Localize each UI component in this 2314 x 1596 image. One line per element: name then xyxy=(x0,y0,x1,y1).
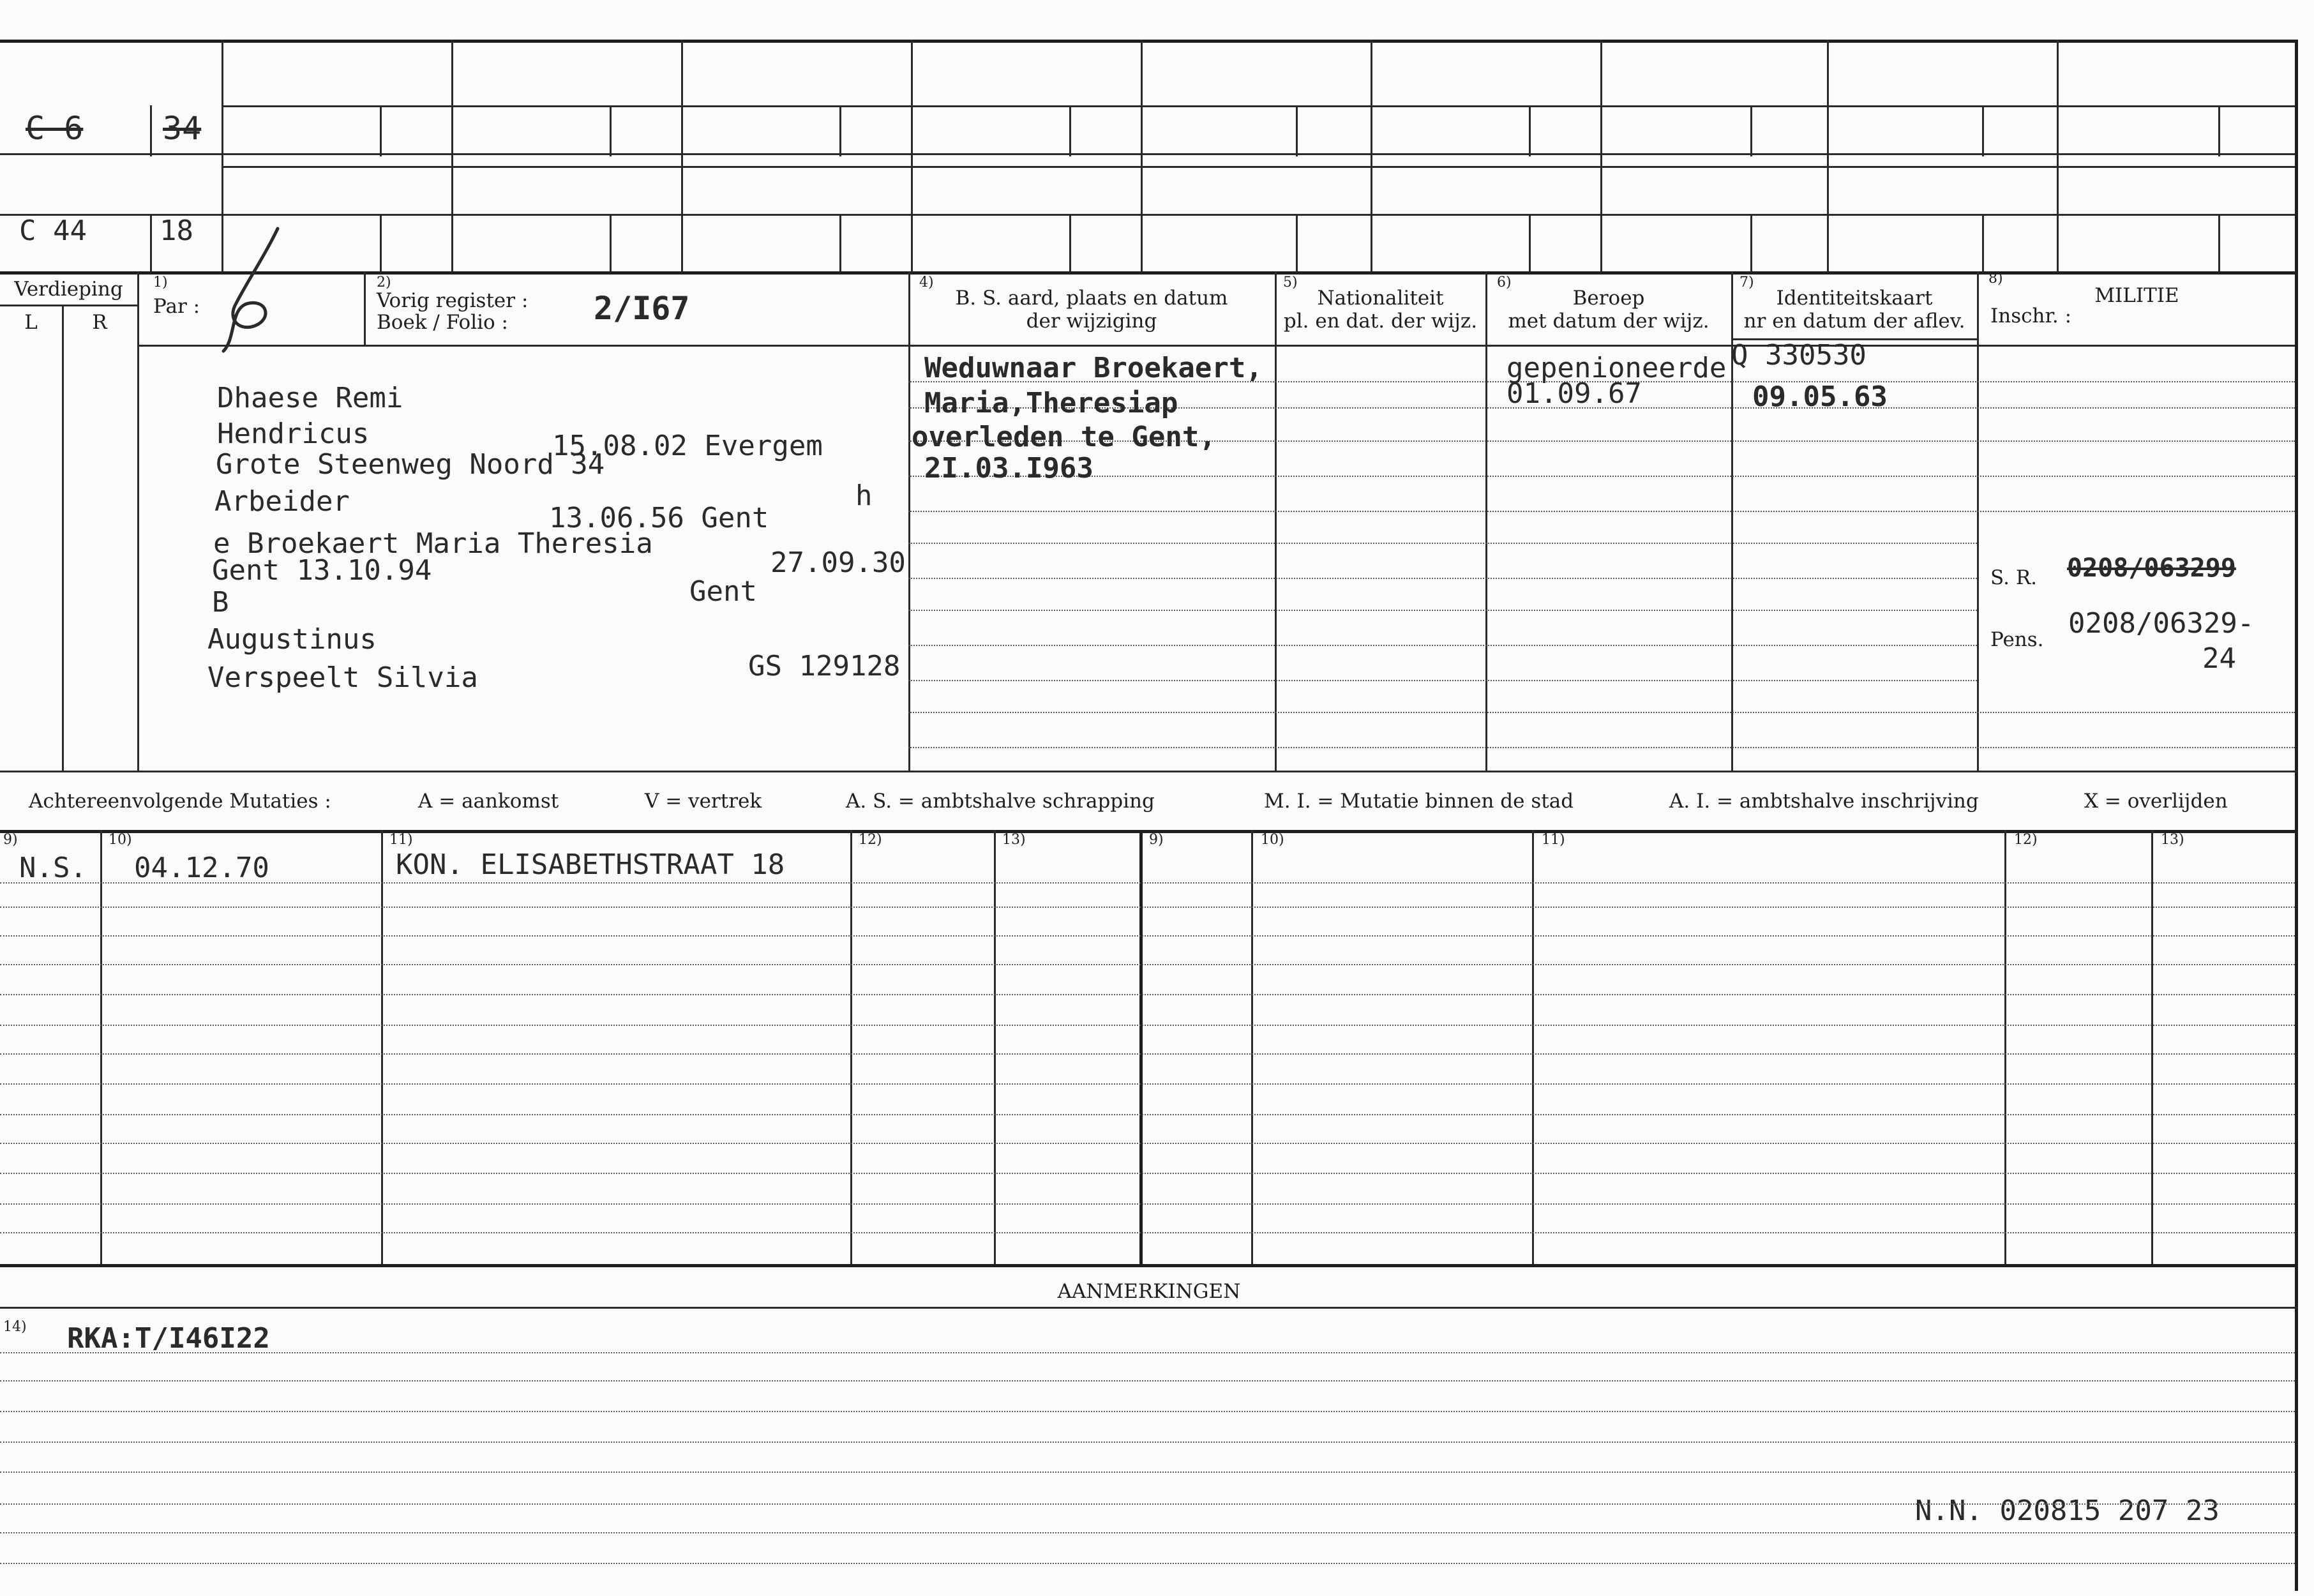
identiteitskaart-header-line2: nr en datum der aflev. xyxy=(1743,310,1965,333)
legend-ambtshalve-inschrijving: A. I. = ambtshalve inschrijving xyxy=(1669,790,1979,813)
child-spouse-name: Verspeelt Silvia xyxy=(207,661,478,694)
person-place-3: Gent xyxy=(689,575,757,608)
id-card-number: Q 330530 xyxy=(1731,339,1867,372)
verdieping-l-label: L xyxy=(24,311,38,334)
person-date-3: 27.09.30 xyxy=(770,546,906,579)
boek-folio-label: Boek / Folio : xyxy=(377,311,508,334)
column-number-4: 4) xyxy=(919,275,934,290)
mutation-row1-date: 04.12.70 xyxy=(134,852,269,884)
beroep-header-line1: Beroep xyxy=(1572,287,1645,310)
column-number-7: 7) xyxy=(1739,275,1754,290)
pens-value: 0208/06329- xyxy=(2068,607,2255,640)
nationaliteit-header-line2: pl. en dat. der wijz. xyxy=(1283,310,1478,333)
mutation-col-9b: 9) xyxy=(1149,832,1164,848)
remarks-rka: RKA:T/I46I22 xyxy=(67,1322,270,1355)
beroep-entry-line1: gepenioneerde xyxy=(1506,352,1727,384)
remarks-nn-number: N.N. 020815 207 23 xyxy=(1915,1494,2220,1527)
mutation-col-9: 9) xyxy=(3,832,18,848)
mutation-col-11: 11) xyxy=(389,832,413,848)
mutation-col-13b: 13) xyxy=(2161,832,2184,848)
verdieping-r-label: R xyxy=(92,311,107,334)
mutation-row1-code: N.S. xyxy=(19,852,87,884)
person-mark: h xyxy=(855,479,873,512)
spouse-name: e Broekaert Maria Theresia xyxy=(213,527,653,560)
person-birth-date-place: 15.08.02 Evergem xyxy=(552,430,823,462)
folio-number: 18 xyxy=(160,215,193,247)
sr-label: S. R. xyxy=(1990,566,2038,589)
remarks-col-number: 14) xyxy=(3,1319,27,1335)
verdieping-label: Verdieping xyxy=(14,278,123,301)
vorig-register-label: Vorig register : xyxy=(377,289,529,312)
mutation-col-10b: 10) xyxy=(1261,832,1284,848)
person-letter-b: B xyxy=(212,586,229,619)
legend-vertrek: V = vertrek xyxy=(645,790,762,813)
boek-folio-value: 2/I67 xyxy=(594,290,690,327)
person-occupation: Arbeider xyxy=(214,485,350,518)
person-name: Dhaese Remi xyxy=(217,382,403,414)
inschr-label: Inschr. : xyxy=(1990,305,2072,327)
par-label: Par : xyxy=(153,295,200,318)
legend-title: Achtereenvolgende Mutaties : xyxy=(29,790,331,813)
bs-header-line1: B. S. aard, plaats en datum xyxy=(955,287,1228,310)
bs-entry-line4: 2I.03.I963 xyxy=(924,452,1093,485)
gs-number: GS 129128 xyxy=(748,650,901,682)
legend-mutatie-binnen-stad: M. I. = Mutatie binnen de stad xyxy=(1264,790,1574,813)
legend-aankomst: A = aankomst xyxy=(418,790,559,813)
person-address: Grote Steenweg Noord 34 xyxy=(216,448,605,481)
id-card-date: 09.05.63 xyxy=(1752,380,1888,413)
legend-ambtshalve-schrapping: A. S. = ambtshalve schrapping xyxy=(846,790,1155,813)
column-number-1: 1) xyxy=(153,275,168,290)
mutation-col-12b: 12) xyxy=(2014,832,2038,848)
column-number-5: 5) xyxy=(1283,275,1298,290)
bs-entry-line3: overleden te Gent, xyxy=(912,421,1216,453)
handwritten-mark-icon xyxy=(211,223,300,358)
person-second-name: Hendricus xyxy=(217,418,370,450)
column-number-2: 2) xyxy=(377,275,391,290)
mutation-col-12: 12) xyxy=(859,832,882,848)
militie-header: MILITIE xyxy=(2094,284,2179,307)
old-folio-number: 34 xyxy=(163,110,202,147)
bs-entry-line1: Weduwnaar Broekaert, xyxy=(924,352,1263,384)
mutation-col-13: 13) xyxy=(1002,832,1026,848)
nationaliteit-header-line1: Nationaliteit xyxy=(1317,287,1444,310)
column-number-8: 8) xyxy=(1988,271,2003,287)
old-section-code: C 6 xyxy=(26,110,84,147)
child-name: Augustinus xyxy=(207,623,377,656)
pens-label: Pens. xyxy=(1990,628,2044,651)
legend-overlijden: X = overlijden xyxy=(2084,790,2228,813)
person-date-2: 13.06.56 Gent xyxy=(549,502,769,534)
bs-header-line2: der wijziging xyxy=(1026,310,1157,333)
remarks-title: AANMERKINGEN xyxy=(1057,1280,1241,1303)
pens-value-suffix: 24 xyxy=(2202,642,2236,675)
identiteitskaart-header-line1: Identiteitskaart xyxy=(1776,287,1933,310)
mutation-col-11b: 11) xyxy=(1542,832,1565,848)
mutation-row1-address: KON. ELISABETHSTRAAT 18 xyxy=(396,848,785,881)
bs-entry-line2: Maria,Theresiap xyxy=(924,387,1178,419)
spouse-birth: Gent 13.10.94 xyxy=(212,554,432,587)
sr-value: 0208/063299 xyxy=(2067,553,2236,583)
beroep-header-line2: met datum der wijz. xyxy=(1508,310,1709,333)
section-code: C 44 xyxy=(19,215,87,247)
beroep-entry-line2: 01.09.67 xyxy=(1506,377,1642,410)
column-number-6: 6) xyxy=(1497,275,1512,290)
mutation-col-10: 10) xyxy=(109,832,132,848)
